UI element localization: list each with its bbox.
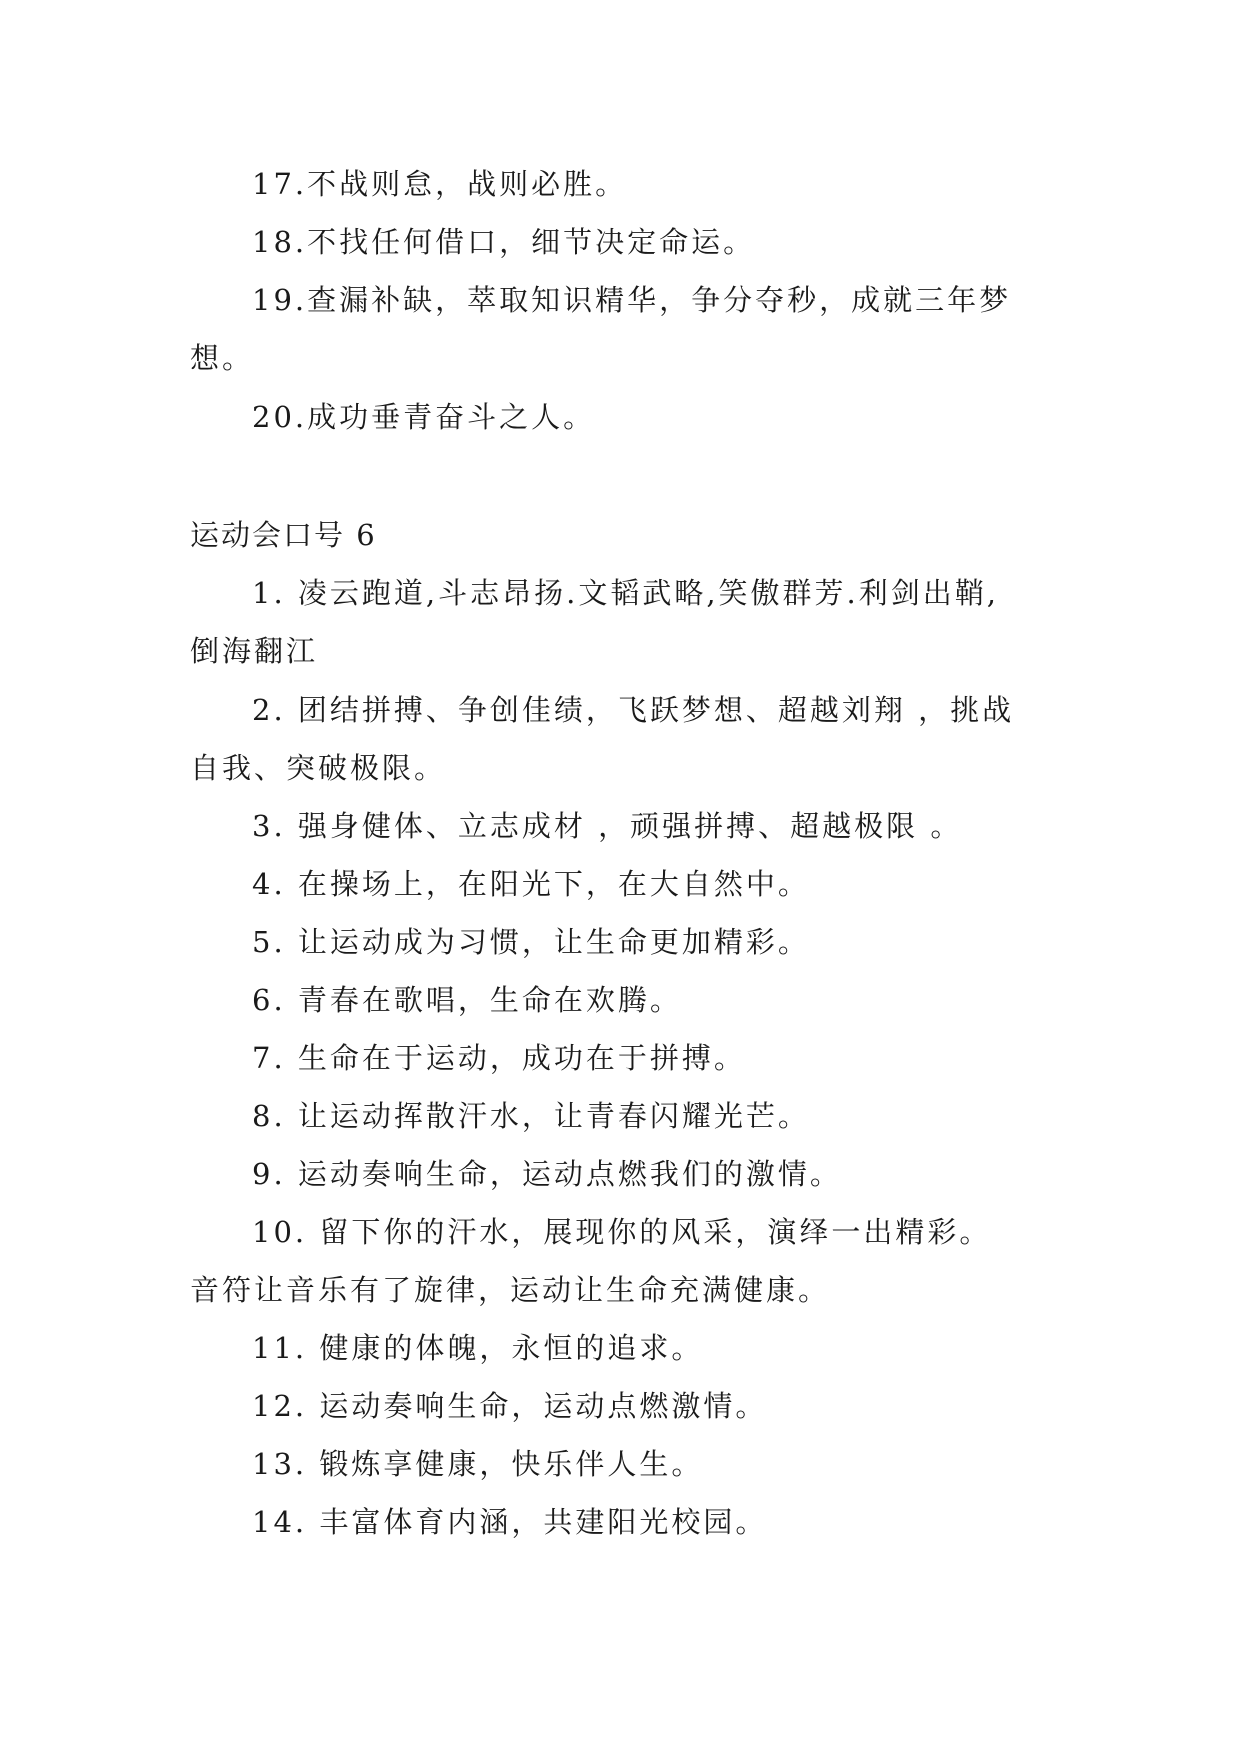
list-item: 17.不战则怠，战则必胜。 <box>252 167 628 201</box>
section-title: 运动会口号 6 <box>190 518 377 552</box>
list-item: 6. 青春在歌唱，生命在欢腾。 <box>252 983 682 1017</box>
list-item-continuation: 音符让音乐有了旋律，运动让生命充满健康。 <box>190 1273 831 1307</box>
list-item: 11. 健康的体魄，永恒的追求。 <box>252 1331 704 1365</box>
list-item-continuation: 倒海翻江 <box>190 634 319 668</box>
list-item: 4. 在操场上，在阳光下，在大自然中。 <box>252 867 810 901</box>
list-item: 5. 让运动成为习惯，让生命更加精彩。 <box>252 925 810 959</box>
list-item: 1. 凌云跑道,斗志昂扬.文韬武略,笑傲群芳.利剑出鞘, <box>252 576 999 610</box>
list-item: 18.不找任何借口，细节决定命运。 <box>252 225 756 259</box>
list-item: 14. 丰富体育内涵，共建阳光校园。 <box>252 1505 768 1539</box>
list-item-continuation: 自我、突破极限。 <box>190 751 447 785</box>
list-item: 8. 让运动挥散汗水，让青春闪耀光芒。 <box>252 1099 810 1133</box>
list-item: 7. 生命在于运动，成功在于拼搏。 <box>252 1041 746 1075</box>
list-item: 20.成功垂青奋斗之人。 <box>252 400 596 434</box>
list-item: 19.查漏补缺，萃取知识精华，争分夺秒，成就三年梦 <box>252 283 1012 317</box>
list-item: 9. 运动奏响生命，运动点燃我们的激情。 <box>252 1157 842 1191</box>
list-item: 2. 团结拼搏、争创佳绩，飞跃梦想、超越刘翔 ，挑战 <box>252 693 1015 727</box>
list-item: 10. 留下你的汗水，展现你的风采，演绎一出精彩。 <box>252 1215 992 1249</box>
list-item: 3. 强身健体、立志成材 ，顽强拼搏、超越极限 。 <box>252 809 963 843</box>
list-item: 13. 锻炼享健康，快乐伴人生。 <box>252 1447 704 1481</box>
list-item-continuation: 想。 <box>190 341 255 375</box>
list-item: 12. 运动奏响生命，运动点燃激情。 <box>252 1389 768 1423</box>
